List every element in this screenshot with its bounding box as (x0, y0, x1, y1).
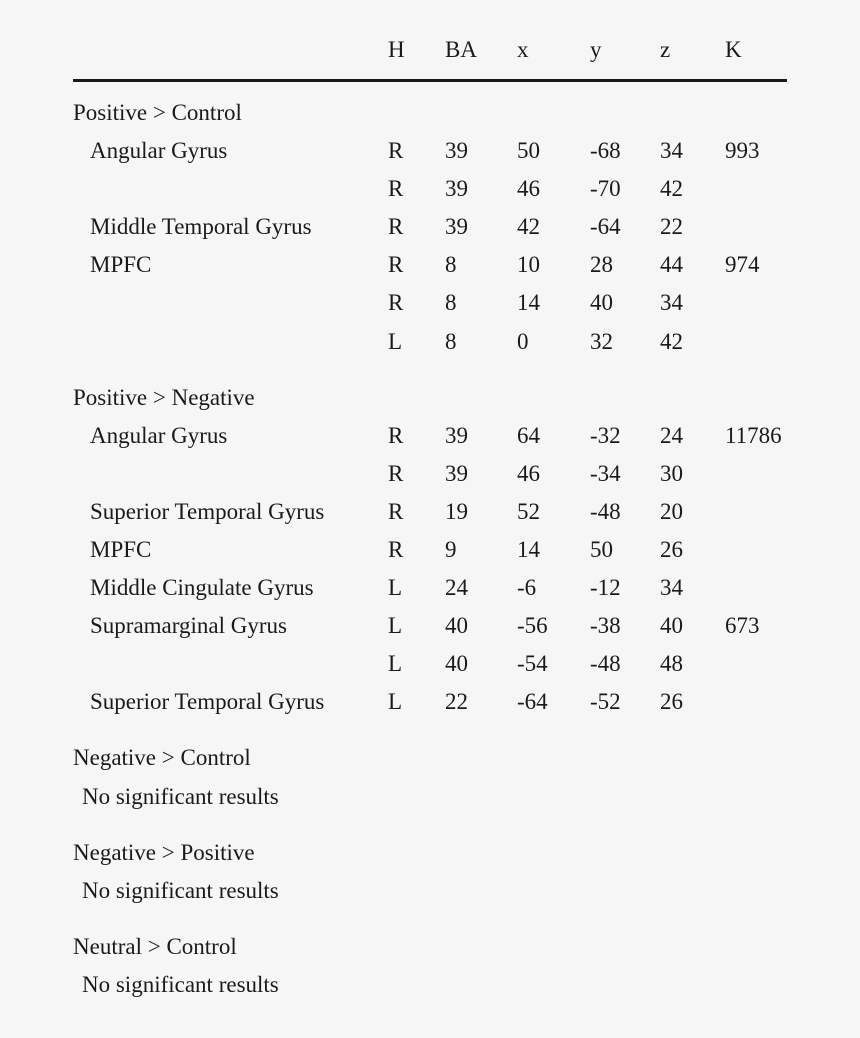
table-row (0, 326, 860, 358)
region-cell: MPFC (90, 252, 152, 277)
cluster-size-cell: 11786 (725, 423, 782, 448)
brodmann-area-cell: 19 (445, 499, 468, 524)
hemisphere-cell: R (388, 138, 404, 163)
y-cell: -52 (590, 689, 621, 714)
cluster-size-cell: 974 (725, 252, 760, 277)
cluster-size-cell: 673 (725, 613, 760, 638)
table-row (0, 648, 860, 680)
table-row (0, 135, 860, 167)
z-cell: 20 (660, 499, 683, 524)
z-cell: 30 (660, 461, 683, 486)
table-row (0, 211, 860, 243)
y-cell: -70 (590, 176, 621, 201)
section-label-row (0, 382, 860, 414)
hemisphere-cell: L (388, 329, 403, 354)
z-cell: 22 (660, 214, 683, 239)
y-cell: 50 (590, 537, 613, 562)
brodmann-area-cell: 39 (445, 461, 468, 486)
brodmann-area-cell: 9 (445, 537, 457, 562)
x-cell: 46 (517, 461, 540, 486)
hemisphere-cell: L (388, 689, 403, 714)
x-cell: -54 (517, 651, 548, 676)
z-cell: 24 (660, 423, 683, 448)
x-cell: 14 (517, 290, 540, 315)
brodmann-area-cell: 39 (445, 214, 468, 239)
hemisphere-cell: L (388, 575, 403, 600)
hemisphere-cell: R (388, 290, 404, 315)
y-cell: 32 (590, 329, 613, 354)
section-label-row (0, 931, 860, 963)
z-cell: 48 (660, 651, 683, 676)
x-cell: 52 (517, 499, 540, 524)
y-cell: -48 (590, 651, 621, 676)
x-cell: 0 (517, 329, 529, 354)
hemisphere-cell: R (388, 214, 404, 239)
brodmann-area-cell: 22 (445, 689, 468, 714)
y-cell: -12 (590, 575, 621, 600)
section-label-row (0, 742, 860, 774)
hemisphere-cell: R (388, 176, 404, 201)
hemisphere-cell: R (388, 537, 404, 562)
x-cell: -6 (517, 575, 537, 600)
table-header-row (0, 34, 860, 66)
x-cell: 10 (517, 252, 540, 277)
brodmann-area-cell: 39 (445, 176, 468, 201)
header-rule (73, 79, 787, 82)
z-cell: 44 (660, 252, 683, 277)
column-header-hemisphere: H (388, 37, 405, 62)
contrast-label: Positive > Control (73, 100, 242, 125)
x-cell: 64 (517, 423, 540, 448)
z-cell: 26 (660, 537, 683, 562)
contrast-label: Neutral > Control (73, 934, 237, 959)
brodmann-area-cell: 24 (445, 575, 468, 600)
column-header-z: z (660, 37, 671, 62)
y-cell: -68 (590, 138, 621, 163)
column-header-brodmann-area: BA (445, 37, 477, 62)
y-cell: -32 (590, 423, 621, 448)
no-results-row (0, 875, 860, 907)
contrast-label: Negative > Control (73, 745, 251, 770)
region-cell: Angular Gyrus (90, 423, 228, 448)
brodmann-area-cell: 8 (445, 252, 457, 277)
y-cell: -64 (590, 214, 621, 239)
brodmann-area-cell: 39 (445, 138, 468, 163)
no-results-text: No significant results (82, 878, 279, 903)
z-cell: 26 (660, 689, 683, 714)
table-row (0, 496, 860, 528)
no-results-row (0, 781, 860, 813)
region-cell: Supramarginal Gyrus (90, 613, 287, 638)
contrast-label: Negative > Positive (73, 840, 255, 865)
x-cell: -56 (517, 613, 548, 638)
x-cell: 46 (517, 176, 540, 201)
x-cell: 50 (517, 138, 540, 163)
table-row (0, 173, 860, 205)
brodmann-area-cell: 40 (445, 651, 468, 676)
x-cell: 14 (517, 537, 540, 562)
region-cell: Superior Temporal Gyrus (90, 499, 325, 524)
z-cell: 40 (660, 613, 683, 638)
y-cell: -34 (590, 461, 621, 486)
y-cell: -48 (590, 499, 621, 524)
hemisphere-cell: R (388, 423, 404, 448)
contrast-label: Positive > Negative (73, 385, 255, 410)
no-results-text: No significant results (82, 972, 279, 997)
region-cell: MPFC (90, 537, 152, 562)
z-cell: 34 (660, 290, 683, 315)
column-header-cluster-size: K (725, 37, 742, 62)
z-cell: 42 (660, 329, 683, 354)
hemisphere-cell: R (388, 252, 404, 277)
region-cell: Middle Cingulate Gyrus (90, 575, 314, 600)
y-cell: -38 (590, 613, 621, 638)
hemisphere-cell: R (388, 499, 404, 524)
brodmann-area-cell: 8 (445, 290, 457, 315)
hemisphere-cell: R (388, 461, 404, 486)
region-cell: Superior Temporal Gyrus (90, 689, 325, 714)
column-header-x: x (517, 37, 529, 62)
x-cell: 42 (517, 214, 540, 239)
z-cell: 34 (660, 138, 683, 163)
table-row (0, 420, 860, 452)
no-results-row (0, 969, 860, 1001)
region-cell: Middle Temporal Gyrus (90, 214, 312, 239)
section-label-row (0, 837, 860, 869)
hemisphere-cell: L (388, 651, 403, 676)
table-row (0, 287, 860, 319)
table-row (0, 610, 860, 642)
cluster-size-cell: 993 (725, 138, 760, 163)
z-cell: 42 (660, 176, 683, 201)
y-cell: 28 (590, 252, 613, 277)
brodmann-area-cell: 8 (445, 329, 457, 354)
no-results-text: No significant results (82, 784, 279, 809)
z-cell: 34 (660, 575, 683, 600)
section-label-row (0, 97, 860, 129)
y-cell: 40 (590, 290, 613, 315)
brodmann-area-cell: 40 (445, 613, 468, 638)
hemisphere-cell: L (388, 613, 403, 638)
column-header-y: y (590, 37, 602, 62)
brodmann-area-cell: 39 (445, 423, 468, 448)
table-row (0, 458, 860, 490)
table-row (0, 686, 860, 718)
table-row (0, 249, 860, 281)
table-row (0, 534, 860, 566)
region-cell: Angular Gyrus (90, 138, 228, 163)
x-cell: -64 (517, 689, 548, 714)
table-row (0, 572, 860, 604)
